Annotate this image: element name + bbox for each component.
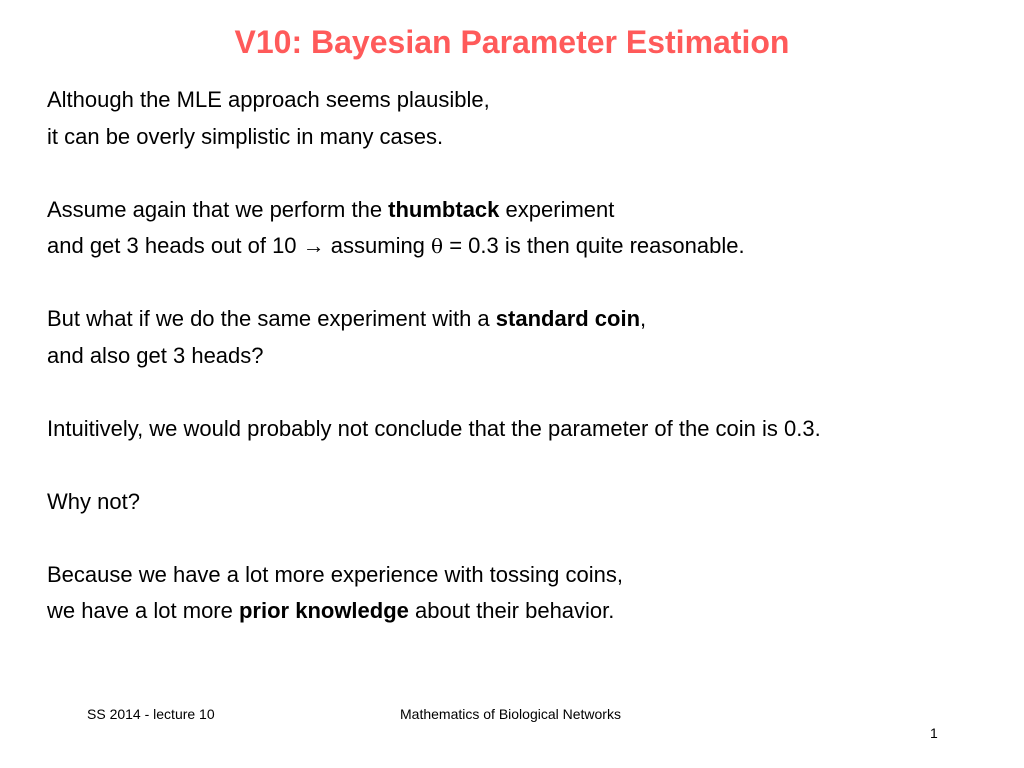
paragraph-2-line-2 [47, 228, 1007, 265]
paragraph-4-line-1: Intuitively, we would probably not conclude that the parameter of the coin is 0.3. [47, 415, 821, 441]
paragraph-1-line-1: Although the MLE approach seems plausible, [47, 87, 490, 112]
text-segment: But what if we do the same experiment with a [47, 306, 496, 331]
paragraph-3-line-1 [47, 301, 1007, 338]
page-number: 1 [930, 725, 938, 741]
blank-line [47, 374, 1007, 411]
paragraph-6-line-1: Because we have a lot more experience with tossing coins, [47, 561, 623, 587]
paragraph-6-line-2 [47, 593, 1007, 630]
slide-title: V10: Bayesian Parameter Estimation [234, 24, 790, 60]
text-segment: about their behavior. [408, 598, 615, 623]
footer-lecture-label: SS 2014 - lecture 10 [87, 706, 215, 722]
text-segment: we have a lot more [47, 598, 239, 623]
paragraph-1-line-2: it can be overly simplistic in many cases. [47, 123, 444, 149]
blank-line [47, 520, 1007, 557]
paragraph-3-line-2: and also get 3 heads? [47, 342, 264, 368]
paragraph-5-line-1: Why not? [47, 488, 140, 514]
blank-line [47, 265, 1007, 302]
text-segment: and get 3 heads out of 10 → assuming [47, 233, 432, 258]
theta-symbol: θ [431, 234, 444, 258]
emphasis-standard-coin: standard coin [495, 306, 641, 331]
emphasis-prior-knowledge: prior knowledge [238, 598, 409, 623]
slide-body [47, 82, 1007, 630]
text-segment: , [640, 306, 647, 331]
blank-line [47, 447, 1007, 484]
text-segment: Assume again that we perform the [47, 196, 389, 222]
footer-course-title: Mathematics of Biological Networks [400, 706, 621, 722]
text-segment: experiment [499, 196, 615, 222]
emphasis-thumbtack: thumbtack [388, 196, 500, 222]
blank-line [47, 155, 1007, 192]
text-segment: = 0.3 is then quite reasonable. [443, 233, 745, 258]
paragraph-2-line-1 [47, 192, 1007, 229]
